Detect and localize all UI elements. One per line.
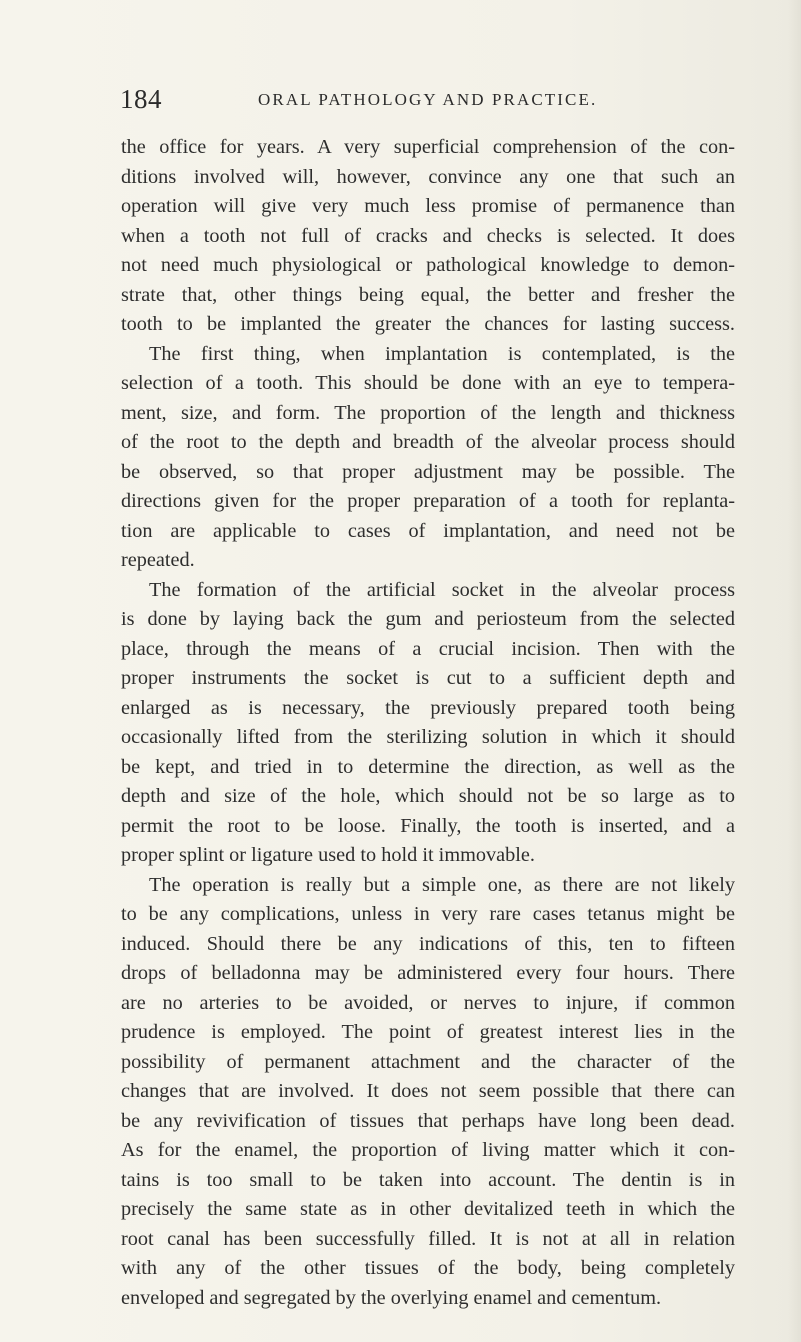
text-line: of the root to the depth and breadth of the alveolar process should bbox=[121, 431, 735, 453]
text-line: root canal has been successfully filled. It is not at all in relation bbox=[121, 1227, 735, 1250]
text-line: changes that are involved. It does not seem possible that there can bbox=[121, 1080, 735, 1102]
text-line: are no arteries to be avoided, or nerves to injure, if common bbox=[121, 991, 735, 1014]
text-line: selection of a tooth. This should be done with an eye to tempera- bbox=[121, 372, 735, 394]
text-line: occasionally lifted from the sterilizing solution in which it should bbox=[121, 726, 735, 748]
text-line: possibility of permanent attachment and the character of the bbox=[121, 1050, 735, 1073]
text-line: The formation of the artificial socket in the alveolar process bbox=[149, 578, 735, 601]
text-line: prudence is employed. The point of greatest interest lies in the bbox=[121, 1021, 735, 1043]
text-line: The operation is really but a simple one, as there are not likely bbox=[149, 873, 735, 896]
text-line: repeated. bbox=[121, 549, 195, 571]
text-line: enlarged as is necessary, the previously prepared tooth being bbox=[121, 696, 735, 719]
text-line: permit the root to be loose. Finally, the tooth is inserted, and a bbox=[121, 814, 735, 837]
text-line: induced. Should there be any indications of this, ten to fifteen bbox=[121, 932, 735, 955]
text-line: proper splint or ligature used to hold it immovable. bbox=[121, 844, 536, 866]
text-line: be kept, and tried in to determine the direction, as well as the bbox=[121, 755, 735, 778]
running-header-title: ORAL PATHOLOGY AND PRACTICE. bbox=[258, 90, 598, 109]
text-line: precisely the same state as in other devitalized teeth in which the bbox=[121, 1198, 735, 1220]
text-line: ment, size, and form. The proportion of the length and thickness bbox=[121, 401, 735, 424]
text-line: The first thing, when implantation is contemplated, is the bbox=[149, 342, 735, 365]
text-line: place, through the means of a crucial incision. Then with the bbox=[121, 637, 735, 660]
text-line: with any of the other tissues of the body, being completely bbox=[121, 1257, 735, 1279]
body-text bbox=[121, 133, 735, 1313]
text-line: tains is too small to be taken into account. The dentin is in bbox=[121, 1168, 735, 1191]
text-line: As for the enamel, the proportion of living matter which it con- bbox=[121, 1139, 735, 1161]
text-line: be any revivification of tissues that perhaps have long been dead. bbox=[121, 1109, 735, 1132]
text-line: drops of belladonna may be administered every four hours. There bbox=[121, 962, 735, 984]
page-number: 184 bbox=[120, 84, 162, 114]
page-edge-shadow bbox=[787, 0, 801, 1342]
text-line: be observed, so that proper adjustment may be possible. The bbox=[121, 460, 735, 483]
text-line: directions given for the proper preparation of a tooth for replanta- bbox=[121, 490, 735, 512]
text-line: is done by laying back the gum and periosteum from the selected bbox=[121, 608, 735, 630]
text-line: to be any complications, unless in very rare cases tetanus might be bbox=[121, 903, 735, 925]
running-header bbox=[120, 84, 740, 124]
text-line: enveloped and segregated by the overlying enamel and cementum. bbox=[121, 1286, 662, 1309]
text-line: when a tooth not full of cracks and checks is selected. It does bbox=[121, 224, 735, 247]
text-line: proper instruments the socket is cut to a sufficient depth and bbox=[121, 667, 735, 689]
text-line: depth and size of the hole, which should not be so large as to bbox=[121, 785, 735, 807]
text-line: not need much physiological or pathological knowledge to demon- bbox=[121, 254, 735, 276]
text-line: the office for years. A very superficial comprehension of the con- bbox=[121, 136, 735, 158]
text-line: ditions involved will, however, convince any one that such an bbox=[121, 165, 735, 188]
text-line: tooth to be implanted the greater the chances for lasting success. bbox=[121, 313, 735, 335]
text-line: operation will give very much less promise of permanence than bbox=[121, 195, 735, 217]
text-line: tion are applicable to cases of implantation, and need not be bbox=[121, 519, 735, 542]
text-line: strate that, other things being equal, the better and fresher the bbox=[121, 283, 735, 306]
